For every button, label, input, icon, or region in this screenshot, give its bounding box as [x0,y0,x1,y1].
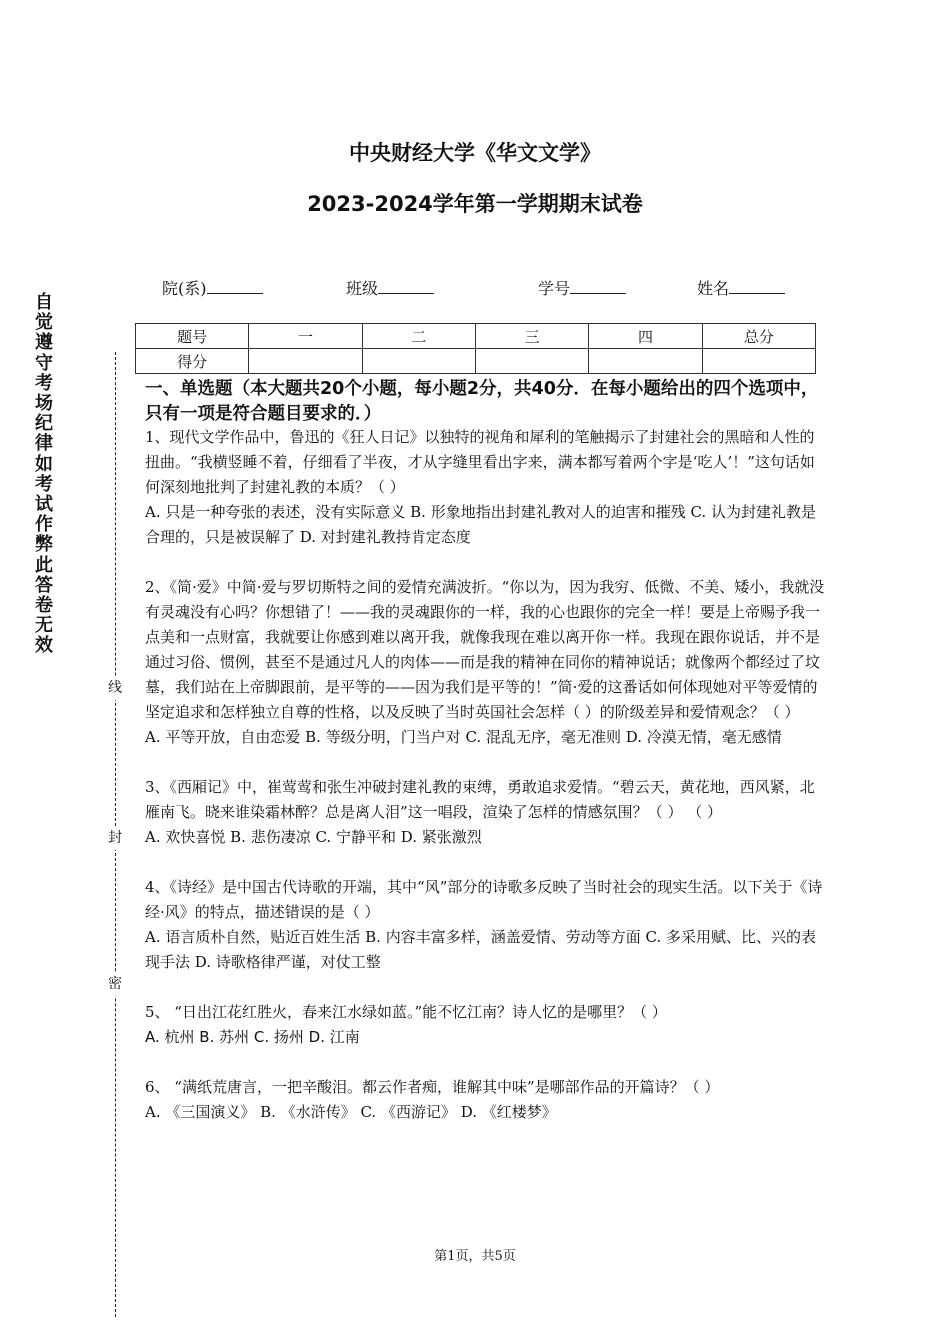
score-cell[interactable] [249,349,362,374]
score-row-label: 得分 [136,349,249,374]
score-header-cell: 三 [475,324,588,349]
exam-title-line2: 2023-2024学年第一学期期末试卷 [307,192,643,216]
name-field[interactable] [697,276,785,299]
score-cell[interactable] [475,349,588,374]
page-number: 第1页，共5页 [434,1249,516,1264]
score-header-cell: 题号 [136,324,249,349]
cut-label-seal: 封 [106,826,124,850]
question-options: A. 语言质朴自然，贴近百姓生活 B. 内容丰富多样，涵盖爱情、劳动等方面 C. 多采用赋、比、兴的表现手法 D. 诗歌格律严谨，对仗工整 [145,928,816,971]
student-id-field[interactable] [538,276,626,299]
question-options: A. 欢快喜悦 B. 悲伤凄凉 C. 宁静平和 D. 紧张激烈 [145,828,482,846]
question-options: A. 《三国演义》 B. 《水浒传》 C. 《西游记》 D. 《红楼梦》 [145,1103,557,1121]
name-label: 姓名 [697,279,730,298]
score-cell[interactable] [589,349,702,374]
question-stem: 3、《西厢记》中，崔莺莺和张生冲破封建礼教的束缚，勇敢追求爱情。“碧云天，黄花地，西风紧，北雁南飞。晓来谁染霜林醉？总是离人泪”这一唱段，渲染了怎样的情感氛围？（ ） （ ） [145,778,815,821]
score-table [135,323,816,374]
score-table-score-row [136,349,816,374]
question-stem: 1、现代文学作品中，鲁迅的《狂人日记》以独特的视角和犀利的笔触揭示了封建社会的黑暗和人性的扭曲。“我横竖睡不着，仔细看了半夜，才从字缝里看出字来，满本都写着两个字是‘吃人’！”这句话如何深刻地批判了封建礼教的本质？（ ） [145,428,815,496]
score-cell[interactable] [362,349,475,374]
section-title: 一、单选题（本大题共20个小题，每小题2分，共40分．在每小题给出的四个选项中，只有一项是符合题目要求的．） [145,379,819,424]
question-stem: 6、 “满纸荒唐言，一把辛酸泪。都云作者痴，谁解其中味”是哪部作品的开篇诗？（ ） [145,1078,720,1096]
score-header-cell: 总分 [702,324,815,349]
student-info-row [0,276,950,300]
question-options: A. 平等开放，自由恋爱 B. 等级分明，门当户对 C. 混乱无序，毫无准则 D. 冷漠无情，毫无感情 [145,728,782,746]
score-table-header-row [136,324,816,349]
question-stem: 5、 “日出江花红胜火，春来江水绿如蓝。”能不忆江南？诗人忆的是哪里？（ ） [145,1003,667,1021]
exam-discipline-note: 自觉遵守考场纪律如考试作弊此答卷无效 [35,292,53,657]
department-field[interactable] [162,276,263,299]
question-stem: 4、《诗经》是中国古代诗歌的开端，其中“风”部分的诗歌多反映了当时社会的现实生活。以下关于《诗经·风》的特点，描述错误的是（ ） [145,878,823,921]
department-label: 院(系) [162,279,207,298]
questions [145,425,825,1125]
question-options: A. 只是一种夸张的表述，没有实际意义 B. 形象地指出封建礼教对人的迫害和摧残 C. 认为封建礼教是合理的，只是被误解了 D. 对封建礼教持肯定态度 [145,503,816,546]
exam-title-line1: 中央财经大学《华文文学》 [349,141,601,165]
score-header-cell: 二 [362,324,475,349]
student-id-label: 学号 [538,279,571,298]
question-options: A. 杭州 B. 苏州 C. 扬州 D. 江南 [145,1028,360,1046]
cut-label-secret: 密 [106,972,124,996]
class-field[interactable] [346,276,434,299]
cut-label-line: 线 [106,676,124,700]
score-header-cell: 一 [249,324,362,349]
score-header-cell: 四 [589,324,702,349]
score-cell[interactable] [702,349,815,374]
question-stem: 2、《简·爱》中简·爱与罗切斯特之间的爱情充满波折。“你以为，因为我穷、低微、不美、矮小，我就没有灵魂没有心吗？你想错了！——我的灵魂跟你的一样，我的心也跟你的完全一样！要是上帝赐予我一点美和一点财富，我就要让你感到难以离开我，就像我现在难以离开你一样。我现在跟你说话，并不是通过习俗、惯例，甚至不是通过凡人的肉体——而是我的精神在同你的精神说话；就像两个都经过了坟墓，我们站在上帝脚跟前，是平等的——因为我们是平等的！”简·爱的这番话如何体现她对平等爱情的坚定追求和怎样独立自尊的性格，以及反映了当时英国社会怎样（ ）的阶级差异和爱情观念？（ ） [145,578,825,721]
class-label: 班级 [346,279,379,298]
